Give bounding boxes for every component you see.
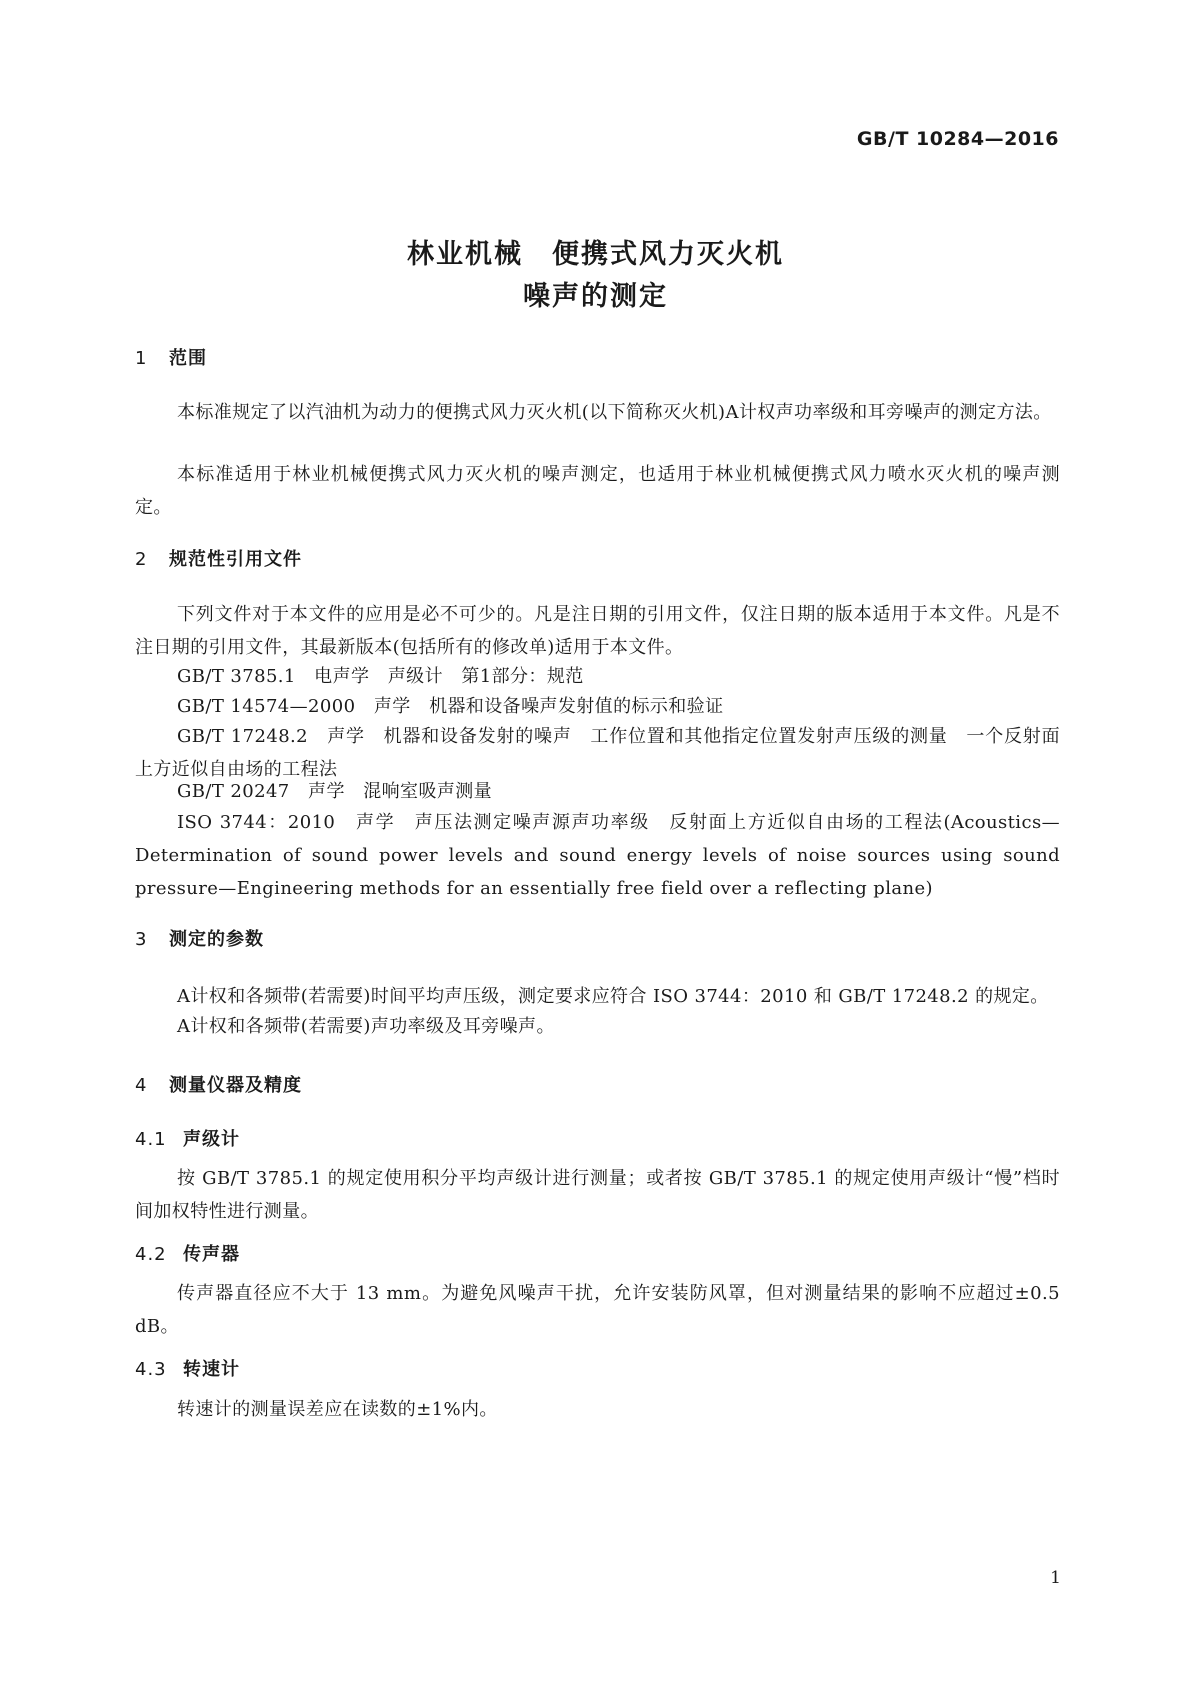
section-number: 1 — [135, 348, 148, 369]
paragraph: A计权和各频带(若需要)声功率级及耳旁噪声。 — [177, 1016, 555, 1037]
subsection-number: 4.3 — [135, 1359, 167, 1380]
paragraph: 本标准规定了以汽油机为动力的便携式风力灭火机(以下简称灭火机)A计权声功率级和耳旁噪声的测定方法。 — [177, 402, 1052, 423]
paragraph: 转速计的测量误差应在读数的±1%内。 — [177, 1399, 498, 1420]
subsection-number: 4.2 — [135, 1244, 167, 1265]
subsection-title: 传声器 — [183, 1244, 240, 1265]
section-title: 规范性引用文件 — [169, 549, 302, 570]
section-1-heading — [135, 344, 207, 370]
section-number: 4 — [135, 1075, 148, 1096]
reference-item: GB/T 20247 声学 混响室吸声测量 — [177, 781, 493, 802]
reference-item: ISO 3744：2010 声学 声压法测定噪声源声功率级 反射面上方近似自由场的工程法(Acoustics—Determination of sound power levels and sound energy levels of noise sources using sound pressure—Engineering methods for an essentially free field over a reflecting plane) — [135, 812, 1060, 899]
section-number: 2 — [135, 549, 148, 570]
section-title: 测量仪器及精度 — [169, 1075, 302, 1096]
subsection-title: 声级计 — [183, 1129, 240, 1150]
reference-item: GB/T 3785.1 电声学 声级计 第1部分：规范 — [177, 666, 584, 687]
paragraph: 按 GB/T 3785.1 的规定使用积分平均声级计进行测量；或者按 GB/T 3785.1 的规定使用声级计“慢”档时间加权特性进行测量。 — [135, 1168, 1060, 1222]
standard-number: GB/T 10284—2016 — [856, 128, 1059, 150]
paragraph: A计权和各频带(若需要)时间平均声压级，测定要求应符合 ISO 3744：2010 和 GB/T 17248.2 的规定。 — [177, 986, 1049, 1007]
section-4-heading — [135, 1071, 302, 1097]
paragraph: 本标准适用于林业机械便携式风力灭火机的噪声测定，也适用于林业机械便携式风力喷水灭火机的噪声测定。 — [135, 464, 1060, 518]
section-3-heading — [135, 925, 264, 951]
paragraph: 传声器直径应不大于 13 mm。为避免风噪声干扰，允许安装防风罩，但对测量结果的影响不应超过±0.5 dB。 — [135, 1283, 1060, 1337]
section-title: 测定的参数 — [169, 929, 264, 950]
subsection-4-2-heading — [135, 1240, 240, 1266]
title-line-1: 林业机械 便携式风力灭火机 — [407, 239, 784, 270]
section-2-heading — [135, 545, 302, 571]
page-number: 1 — [1050, 1568, 1061, 1588]
section-number: 3 — [135, 929, 148, 950]
reference-item: GB/T 17248.2 声学 机器和设备发射的噪声 工作位置和其他指定位置发射声压级的测量 一个反射面上方近似自由场的工程法 — [135, 726, 1060, 780]
subsection-4-1-heading — [135, 1125, 240, 1151]
subsection-number: 4.1 — [135, 1129, 167, 1150]
section-title: 范围 — [169, 348, 207, 369]
title-line-2: 噪声的测定 — [523, 281, 668, 312]
subsection-4-3-heading — [135, 1355, 240, 1381]
paragraph: 下列文件对于本文件的应用是必不可少的。凡是注日期的引用文件，仅注日期的版本适用于本文件。凡是不注日期的引用文件，其最新版本(包括所有的修改单)适用于本文件。 — [135, 604, 1060, 658]
subsection-title: 转速计 — [183, 1359, 240, 1380]
reference-item: GB/T 14574—2000 声学 机器和设备噪声发射值的标示和验证 — [177, 696, 724, 717]
